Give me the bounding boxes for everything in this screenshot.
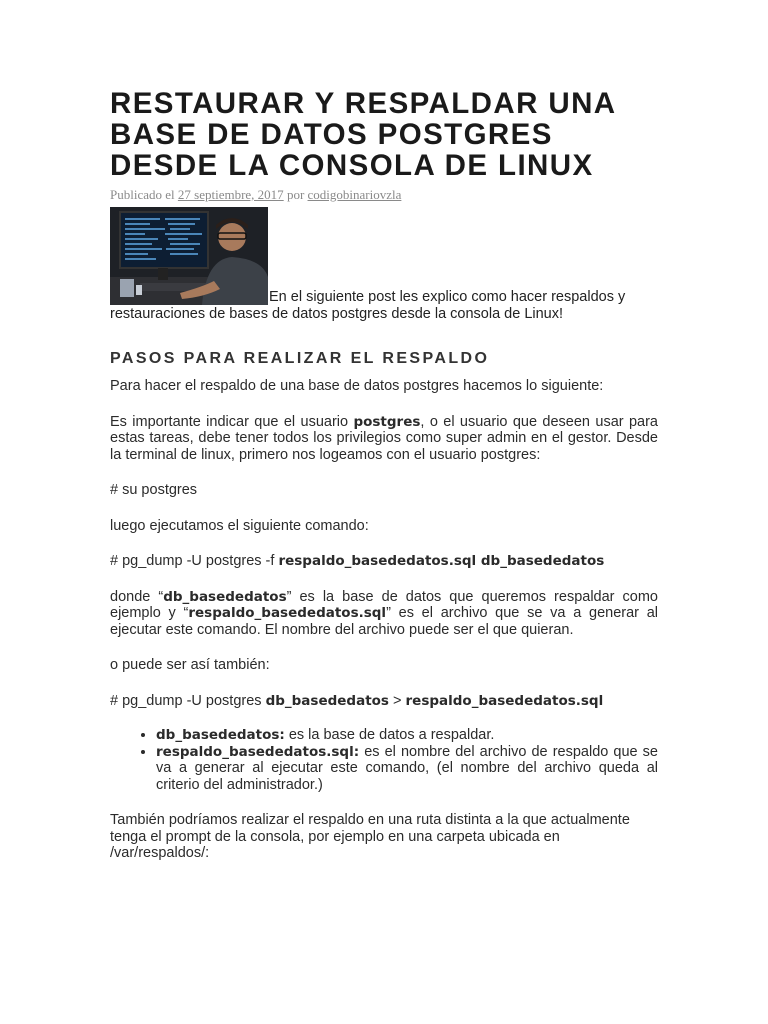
bold-command-args: respaldo_basededatos.sql db_basededatos [278,553,605,569]
section-heading: PASOS PARA REALIZAR EL RESPALDO [110,350,490,367]
featured-image[interactable] [110,207,268,305]
post-date-link[interactable]: 27 septiembre, 2017 [177,187,284,202]
command-su: # su postgres [110,482,198,498]
bold-db-name: db_basededatos [163,588,287,605]
paragraph-3: luego ejecutamos el siguiente comando: [110,517,369,534]
intro-text: En el siguiente post les explico como hacer respaldos y restauraciones de bases de datos postgres desde la consola de Linux! [110,289,626,322]
bold-postgres: postgres [353,413,421,430]
paragraph-4: donde “db_basededatos” es la base de datos que queremos respaldar como ejemplo y “respaldo_basededatos.sql” es el archivo que se va a generar al ejecutar este comando. El nombre del archivo puede ser el que quieran. [110,588,659,638]
intro-block [110,207,658,322]
paragraph-6: También podríamos realizar el respaldo en una ruta distinta a la que actualmente tenga el prompt de la consola, por ejemplo en una carpeta ubicada en /var/respaldos/: [110,812,630,861]
by-label: por [286,187,305,202]
post-meta [110,187,658,203]
author-link[interactable]: codigobinariovzla [307,187,402,202]
bold-file-name: respaldo_basededatos.sql [405,692,604,709]
list-item: • respaldo_basededatos.sql: es el nombre del archivo de respaldo que se va a generar al ejecutar este comando, (el nombre del archivo queda al criterio del administrador.) [156,744,658,794]
paragraph-5: o puede ser así también: [110,657,270,673]
command-pg-dump-f: # pg_dump -U postgres -f respaldo_basededatos.sql db_basededatos [110,553,605,569]
bold-file-name: respaldo_basededatos.sql [188,605,387,621]
command-pg-dump-redirect: # pg_dump -U postgres db_basededatos > respaldo_basededatos.sql [110,692,604,709]
article-title: RESTAURAR Y RESPALDAR UNA BASE DE DATOS POSTGRES DESDE LA CONSOLA DE LINUX [110,87,616,182]
paragraph-2: Es importante indicar que el usuario postgres, o el usuario que deseen usar para estas tareas, debe tener todos los privilegios como super admin en el gestor. Desde la terminal de linux, primero nos logeamos con el usuario postgres: [110,413,658,463]
definition-list [110,727,658,793]
paragraph-1: Para hacer el respaldo de una base de datos postgres hacemos lo siguiente: [110,378,604,394]
bold-db-name: db_basededatos [265,692,389,709]
published-label: Publicado el [110,187,175,202]
list-item: • db_basededatos: es la base de datos a respaldar. [156,727,658,744]
